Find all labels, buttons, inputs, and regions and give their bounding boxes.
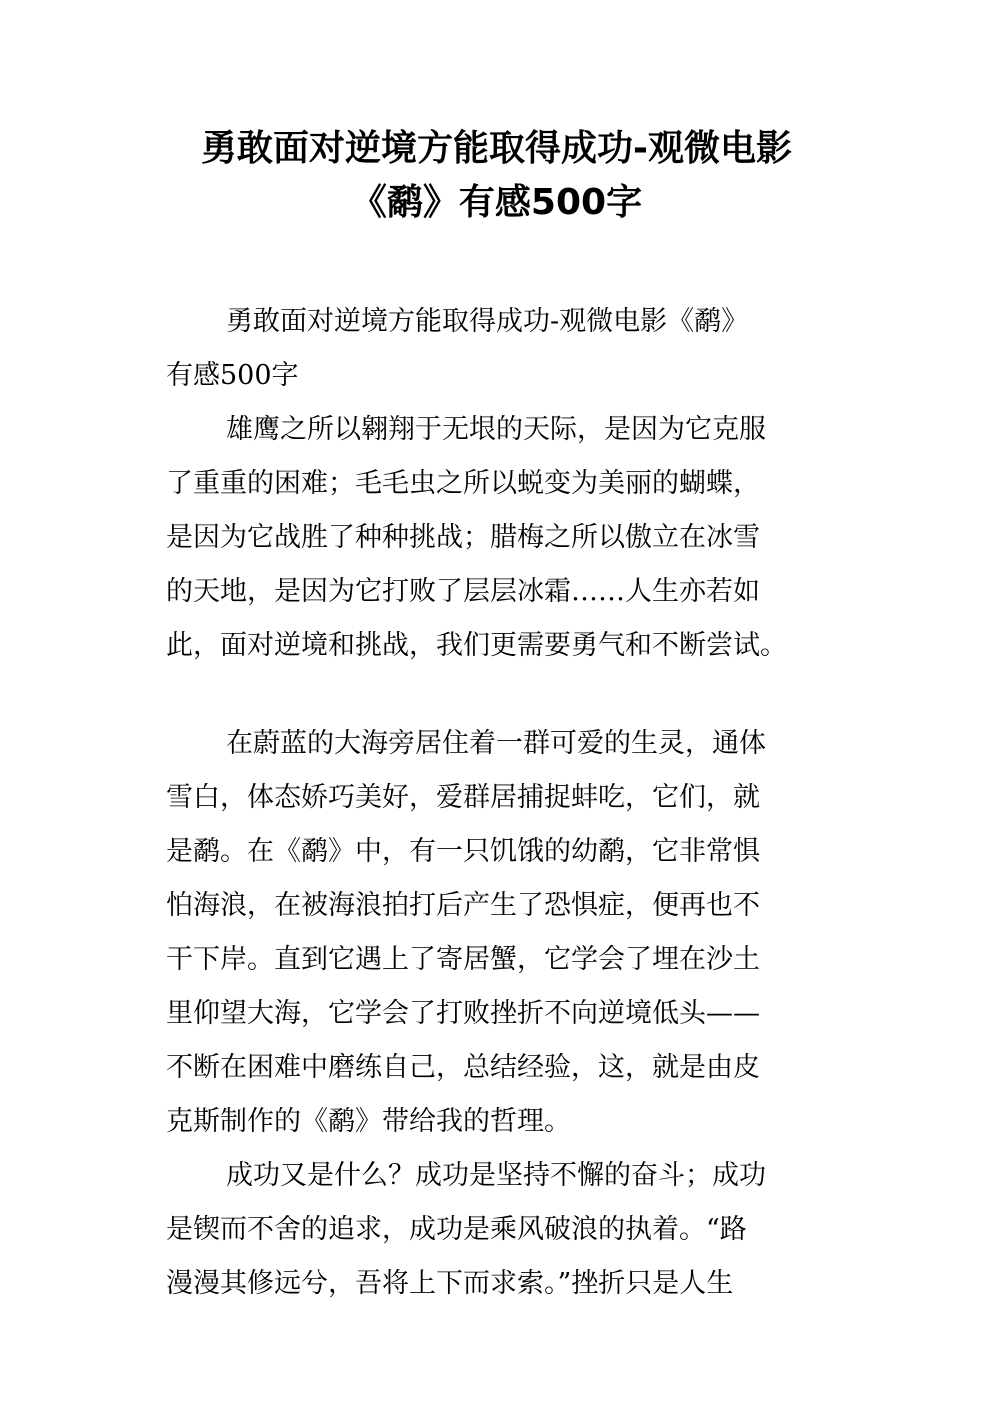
- paragraph-line: 是鹬。在《鹬》中，有一只饥饿的幼鹬，它非常惧: [166, 836, 760, 867]
- paragraph-intro: [166, 403, 846, 673]
- paragraph-gap: [166, 673, 846, 717]
- paragraph-line: 有感500字: [166, 360, 299, 391]
- paragraph-line: 的天地，是因为它打败了层层冰霜……人生亦若如: [166, 576, 760, 607]
- paragraph-line: 是因为它战胜了种种挑战；腊梅之所以傲立在冰雪: [166, 522, 760, 553]
- paragraph-subtitle: [166, 295, 846, 403]
- paragraph-line: 里仰望大海，它学会了打败挫折不向逆境低头——: [166, 998, 760, 1029]
- paragraph-line: 克斯制作的《鹬》带给我的哲理。: [166, 1106, 571, 1137]
- paragraph-success: [166, 1149, 846, 1311]
- paragraph-line: 雄鹰之所以翱翔于无垠的天际，是因为它克服: [226, 414, 766, 445]
- paragraph-line: 勇敢面对逆境方能取得成功-观微电影《鹬》: [226, 306, 749, 337]
- paragraph-line: 是锲而不舍的追求，成功是乘风破浪的执着。“路: [166, 1214, 747, 1245]
- paragraph-story: [166, 717, 846, 1149]
- paragraph-line: 此，面对逆境和挑战，我们更需要勇气和不断尝试。: [166, 630, 787, 661]
- paragraph-line: 不断在困难中磨练自己，总结经验，这，就是由皮: [166, 1052, 760, 1083]
- document-title: [150, 122, 843, 230]
- document-body: [166, 295, 846, 1311]
- paragraph-line: 怕海浪，在被海浪拍打后产生了恐惧症，便再也不: [166, 890, 760, 921]
- paragraph-line: 在蔚蓝的大海旁居住着一群可爱的生灵，通体: [226, 728, 766, 759]
- title-line-2: 《鹬》有感500字: [350, 182, 643, 223]
- paragraph-line: 干下岸。直到它遇上了寄居蟹，它学会了埋在沙土: [166, 944, 760, 975]
- title-line-1: 勇敢面对逆境方能取得成功-观微电影: [201, 128, 792, 169]
- paragraph-line: 漫漫其修远兮，吾将上下而求索。”挫折只是人生: [166, 1268, 734, 1299]
- paragraph-line: 成功又是什么？成功是坚持不懈的奋斗；成功: [226, 1160, 766, 1191]
- paragraph-line: 雪白，体态娇巧美好，爱群居捕捉蚌吃，它们，就: [166, 782, 760, 813]
- paragraph-line: 了重重的困难；毛毛虫之所以蜕变为美丽的蝴蝶，: [166, 468, 760, 499]
